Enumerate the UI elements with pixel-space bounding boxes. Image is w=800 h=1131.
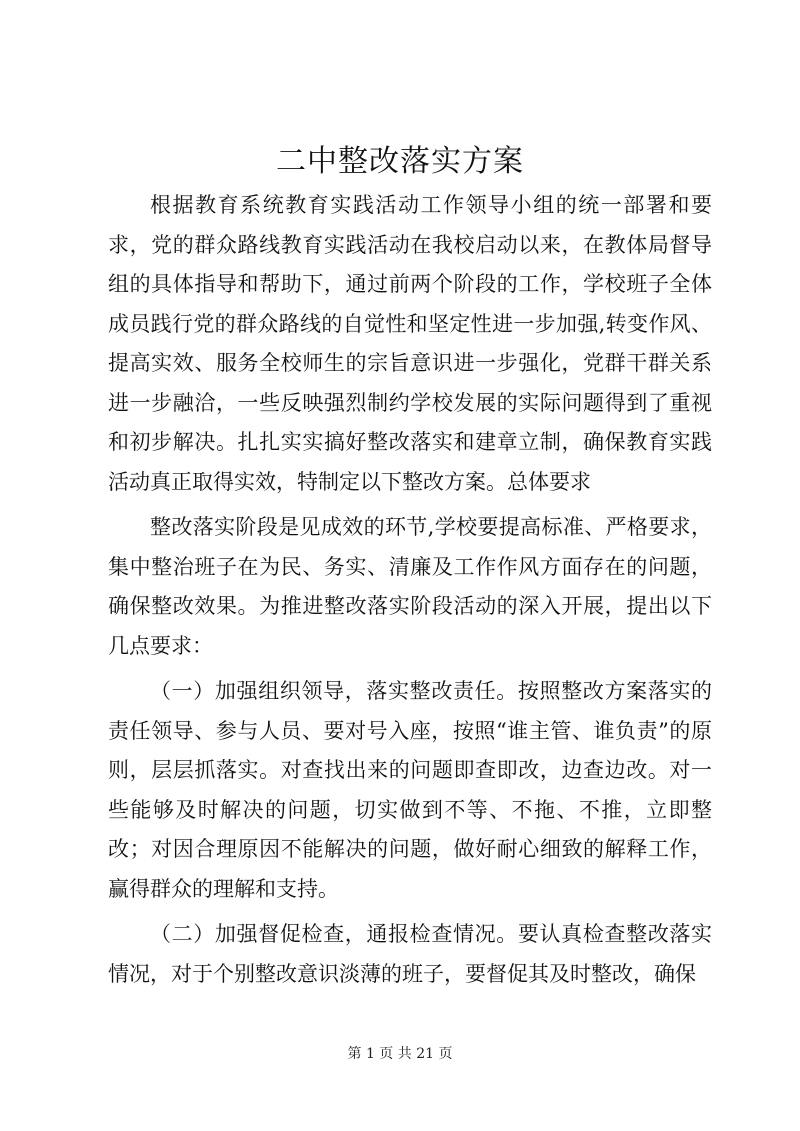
paragraph-item-1: （一）加强组织领导，落实整改责任。按照整改方案落实的责任领导、参与人员、要对号入座，按照“谁主管、谁负责”的原则，层层抓落实。对查找出来的问题即查即改，边查边改。对一些能够及时解决的问题，切实做到不等、不拖、不推，立即整改；对因合理原因不能解决的问题，做好耐心细致的解释工作，赢得群众的理解和支持。 — [108, 679, 712, 901]
paragraph-requirements: 整改落实阶段是见成效的环节,学校要提高标准、严格要求，集中整治班子在为民、务实、清廉及工作作风方面存在的问题，确保整改效果。为推进整改落实阶段活动的深入开展，提出以下几点要求： — [108, 515, 712, 658]
page-footer: 第 1 页 共 21 页 — [347, 1046, 453, 1062]
page-title: 二中整改落实方案 — [276, 144, 524, 179]
paragraph-intro: 根据教育系统教育实践活动工作领导小组的统一部署和要求，党的群众路线教育实践活动在我校启动以来，在教体局督导组的具体指导和帮助下，通过前两个阶段的工作，学校班子全体成员践行党的群众路线的自觉性和坚定性进一步加强,转变作风、提高实效、服务全校师生的宗旨意识进一步强化，党群干群关系进一步融洽，一些反映强烈制约学校发展的实际问题得到了重视和初步解决。扎扎实实搞好整改落实和建章立制，确保教育实践活动真正取得实效，特制定以下整改方案。总体要求 — [108, 193, 712, 494]
paragraph-item-2: （二）加强督促检查，通报检查情况。要认真检查整改落实情况，对于个别整改意识淡薄的班子，要督促其及时整改，确保 — [108, 922, 712, 986]
document-body — [108, 186, 712, 1000]
